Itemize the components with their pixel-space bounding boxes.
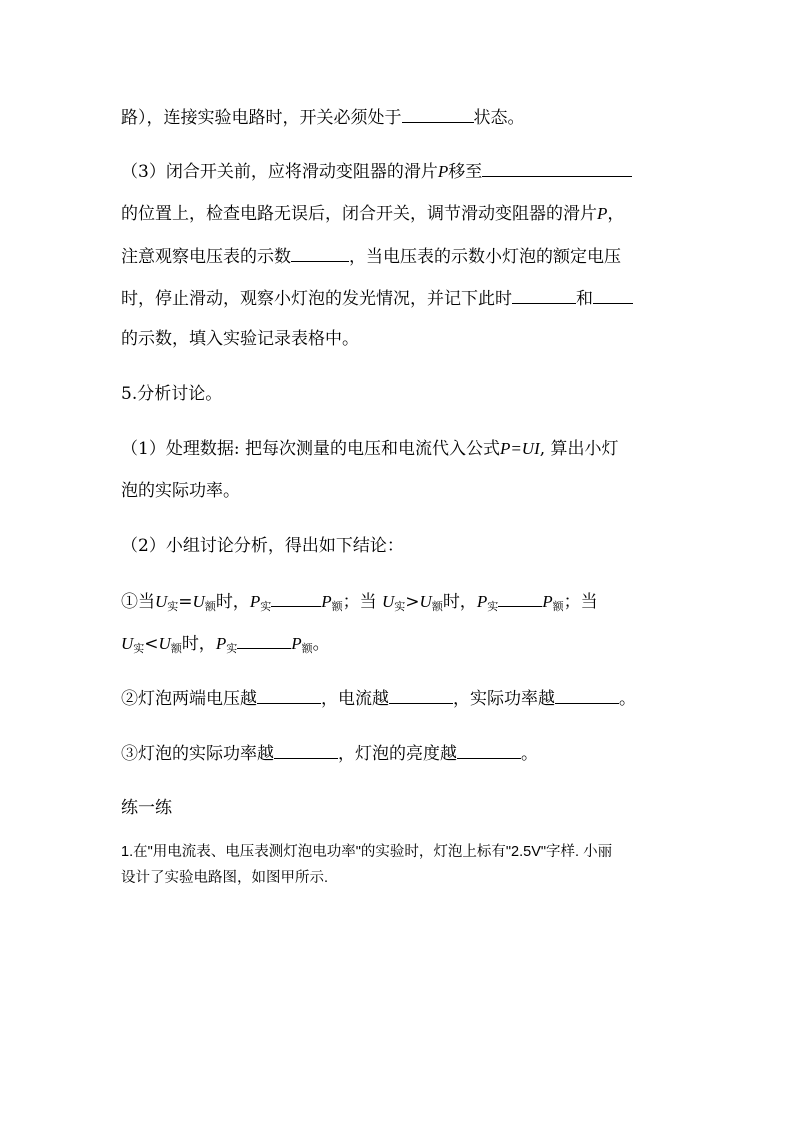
symbol-u: U	[192, 592, 205, 611]
variable-p: P	[597, 204, 608, 223]
section4-continuation	[121, 106, 525, 129]
text-segment: 的位置上，检查电路无误后，闭合开关，调节滑动变阻器的滑片	[121, 204, 597, 224]
fill-blank[interactable]	[482, 160, 632, 177]
subscript: 额	[331, 600, 343, 613]
fill-blank[interactable]	[593, 287, 633, 304]
conclusion2	[121, 687, 636, 710]
fill-blank[interactable]	[271, 590, 321, 607]
section5-heading	[121, 383, 222, 405]
symbol-u: U	[121, 634, 134, 653]
text-segment: ；	[563, 592, 581, 612]
subscript: 实	[167, 600, 179, 613]
fill-blank[interactable]	[257, 687, 321, 704]
symbol-p: P	[542, 592, 553, 611]
step3-line1	[121, 160, 632, 183]
text-segment: （1）处理数据: 把每次测量的电压和电流代入公式	[121, 439, 500, 459]
operator: >	[405, 592, 420, 612]
text-segment: 当	[580, 592, 598, 612]
subscript: 实	[133, 642, 145, 655]
conclusion3	[121, 742, 538, 765]
text-segment: , 算出小灯	[539, 439, 619, 459]
text-segment: 当	[359, 592, 377, 612]
step3-line2	[121, 203, 624, 225]
text-segment: 和	[576, 289, 593, 309]
conclusion1-line1	[121, 590, 598, 615]
fill-blank[interactable]	[389, 687, 453, 704]
symbol-u: U	[419, 592, 432, 611]
text-segment: ，电流越	[321, 689, 389, 709]
text-segment: ，实际功率越	[453, 689, 555, 709]
text-segment: 注意观察电压表的示数	[121, 247, 291, 267]
formula: P=UI	[499, 439, 540, 458]
subscript: 额	[170, 642, 182, 655]
symbol-p: P	[321, 592, 332, 611]
text-segment: ，当电压表的示数小灯泡的额定电压	[349, 247, 621, 267]
text-segment: 时，	[442, 592, 477, 612]
text-segment: （3）闭合开关前，应将滑动变阻器的滑片	[121, 162, 438, 182]
subscript: 实	[260, 600, 272, 613]
text-segment: 路），连接实验电路时，开关必须处于	[121, 108, 402, 128]
text-segment: 。	[521, 744, 538, 764]
step3-line4	[121, 287, 633, 310]
symbol-p: P	[249, 592, 261, 611]
practice-q1-line1	[121, 842, 612, 863]
subscript: 额	[431, 600, 443, 613]
question-text: 设计了实验电路图，如图甲所示.	[121, 870, 329, 886]
symbol-p: P	[476, 592, 488, 611]
subscript: 额	[204, 600, 216, 613]
text-segment: ；	[342, 592, 360, 612]
question-text: 1.在"用电流表、电压表测灯泡电功率"的实验时，灯泡上标有"2.5V"字样. 小丽	[121, 844, 613, 860]
practice-heading	[121, 797, 172, 819]
operator: =	[178, 592, 193, 612]
fill-blank[interactable]	[555, 687, 619, 704]
fill-blank[interactable]	[402, 106, 474, 123]
symbol-u: U	[155, 592, 168, 611]
text-segment: （2）小组讨论分析，得出如下结论：	[121, 536, 404, 556]
fill-blank[interactable]	[512, 287, 576, 304]
text-segment: 移至	[448, 162, 483, 182]
text-segment: 泡的实际功率。	[121, 481, 240, 501]
text-segment: 时，停止滑动，观察小灯泡的发光情况，并记下此时	[121, 289, 512, 309]
variable-p: P	[437, 162, 449, 181]
symbol-u: U	[382, 592, 395, 611]
symbol-u: U	[158, 634, 171, 653]
section-heading: 练一练	[121, 798, 172, 818]
step3-line3	[121, 245, 621, 268]
text-segment: 。	[619, 689, 636, 709]
operator: <	[144, 634, 159, 654]
section5-p2	[121, 535, 404, 557]
symbol-p: P	[215, 634, 227, 653]
subscript: 实	[394, 600, 406, 613]
text-segment: ②灯泡两端电压越	[121, 689, 257, 709]
subscript: 额	[552, 600, 564, 613]
fill-blank[interactable]	[457, 742, 521, 759]
text-segment: ，灯泡的亮度越	[338, 744, 457, 764]
practice-q1-line2	[121, 868, 328, 889]
fill-blank[interactable]	[498, 590, 542, 607]
conclusion1-line2	[121, 632, 330, 657]
text-segment: ③灯泡的实际功率越	[121, 744, 274, 764]
text-segment: 。	[312, 634, 330, 654]
subscript: 实	[226, 642, 238, 655]
section5-p1-line1	[121, 438, 619, 460]
subscript: 额	[301, 642, 313, 655]
text-segment: ①当	[121, 592, 155, 612]
subscript: 实	[487, 600, 499, 613]
text-segment: 时，	[215, 592, 250, 612]
fill-blank[interactable]	[291, 245, 349, 262]
text-segment: ，	[607, 204, 625, 224]
text-segment: 时，	[181, 634, 216, 654]
step3-line5	[121, 328, 359, 350]
fill-blank[interactable]	[237, 632, 291, 649]
text-segment: 的示数，填入实验记录表格中。	[121, 329, 359, 349]
fill-blank[interactable]	[274, 742, 338, 759]
section5-p1-line2	[121, 480, 240, 502]
symbol-p: P	[291, 634, 302, 653]
section-heading: 5.分析讨论。	[121, 384, 223, 404]
text-segment: 状态。	[473, 108, 525, 128]
